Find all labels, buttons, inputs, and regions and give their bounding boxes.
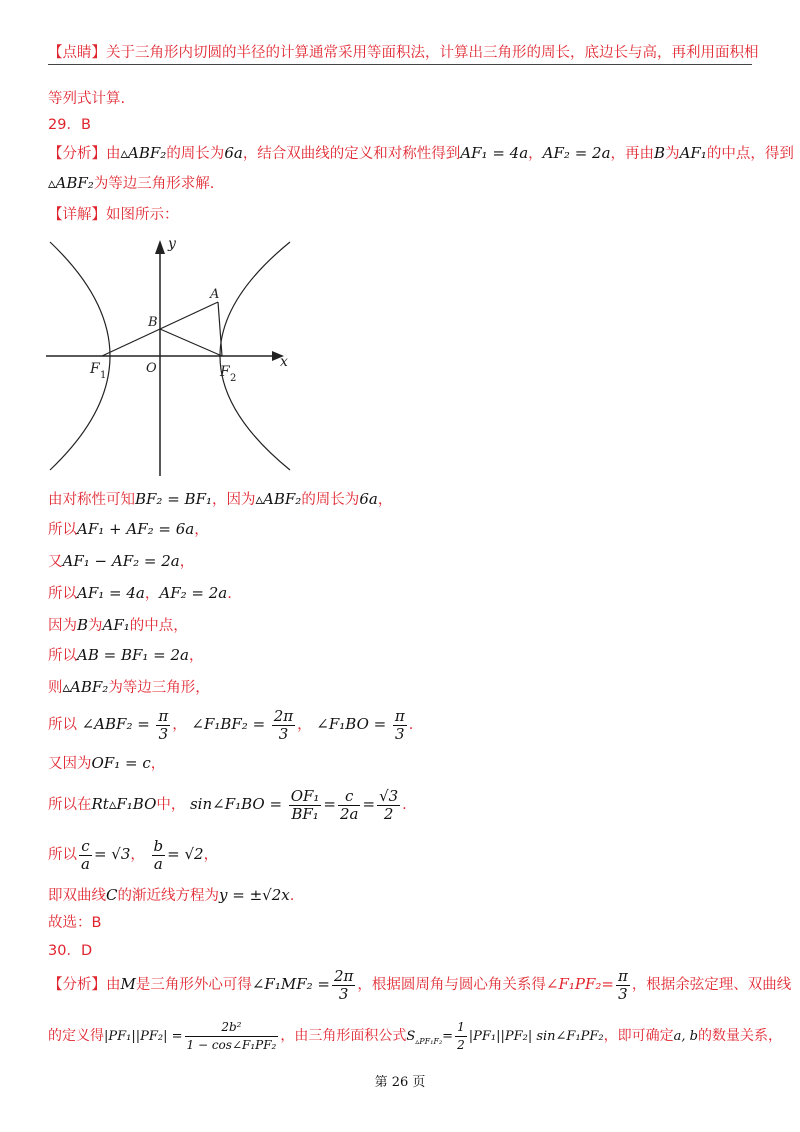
text: 中， bbox=[156, 797, 186, 813]
analysis-tag: 【分析】 bbox=[48, 977, 106, 993]
math: y = ±√2x bbox=[218, 886, 290, 904]
math: 6a bbox=[359, 490, 378, 508]
fraction bbox=[185, 1019, 279, 1054]
text: ， bbox=[297, 717, 312, 733]
denominator: a bbox=[153, 854, 163, 873]
fraction bbox=[79, 838, 92, 873]
fraction bbox=[455, 1019, 467, 1054]
denominator: 1 − cos∠F₁PF₂ bbox=[186, 1037, 277, 1052]
math: 6a bbox=[224, 144, 243, 162]
step-6 bbox=[48, 644, 204, 667]
text: ， bbox=[189, 648, 204, 664]
label-y: y bbox=[168, 236, 176, 252]
math: AF₂ = 2a bbox=[542, 144, 611, 162]
numerator: 1 bbox=[455, 1019, 467, 1037]
text: ， bbox=[377, 492, 393, 508]
text: ，即可确定 bbox=[603, 1028, 674, 1044]
denominator: 3 bbox=[278, 724, 289, 743]
math: ∠F₁MF₂ = bbox=[251, 975, 330, 993]
math: AF₁ bbox=[102, 616, 130, 634]
numerator: 2π bbox=[273, 706, 294, 725]
text: ， bbox=[130, 847, 145, 863]
text: 又因为 bbox=[48, 756, 92, 772]
math: ∠F₁BF₂ = bbox=[191, 715, 266, 733]
q29-analysis-line1 bbox=[48, 142, 794, 165]
text: 所以 bbox=[48, 847, 77, 863]
text: ，因为 bbox=[212, 492, 256, 508]
text: 的中点， bbox=[129, 618, 188, 634]
label-F2-sub: 2 bbox=[230, 373, 237, 384]
math: = √2 bbox=[167, 845, 204, 863]
fraction bbox=[332, 968, 355, 1003]
denominator: 3 bbox=[338, 984, 349, 1003]
math: C bbox=[106, 886, 118, 904]
label-x: x bbox=[280, 354, 288, 370]
text: ，由三角形面积公式 bbox=[280, 1028, 407, 1044]
sin-line bbox=[48, 786, 407, 823]
note-line-1: 【点睛】关于三角形内切圆的半径的计算通常采用等面积法，计算出三角形的周长，底边长与高，再利用面积相 bbox=[48, 45, 759, 61]
math: B bbox=[77, 616, 89, 634]
ratio-line bbox=[48, 836, 218, 873]
label-F2: F bbox=[220, 364, 230, 380]
math: AF₁ = 4a bbox=[460, 144, 529, 162]
text: . bbox=[289, 888, 295, 904]
denominator: 2 bbox=[457, 1037, 465, 1052]
denominator: a bbox=[81, 854, 90, 873]
angles-line bbox=[48, 706, 413, 743]
math: |PF₁||PF₂| = bbox=[104, 1029, 183, 1044]
text: 为等边三角形， bbox=[108, 680, 210, 696]
step-1 bbox=[48, 488, 392, 511]
numerator: π bbox=[617, 966, 628, 985]
fraction bbox=[393, 708, 407, 743]
text: ， bbox=[528, 146, 543, 162]
math: M bbox=[120, 975, 136, 993]
numerator: 2π bbox=[333, 966, 354, 985]
step-3 bbox=[48, 550, 194, 573]
text: 为等边三角形求解. bbox=[93, 176, 215, 192]
numerator: √3 bbox=[379, 786, 399, 805]
text: 则 bbox=[48, 680, 63, 696]
math: AF₁ + AF₂ = 6a bbox=[77, 520, 195, 538]
text: . bbox=[408, 717, 414, 733]
of1-line bbox=[48, 752, 165, 775]
math: OF₁ = c bbox=[91, 754, 151, 772]
math: AF₂ = 2a bbox=[159, 584, 228, 602]
step-2 bbox=[48, 518, 209, 541]
text: 的周长为 bbox=[166, 146, 225, 162]
math: AF₁ − AF₂ = 2a bbox=[62, 552, 180, 570]
text: 所以 bbox=[48, 586, 77, 602]
text: 为 bbox=[88, 618, 103, 634]
step-5 bbox=[48, 614, 188, 637]
text: 为 bbox=[665, 146, 680, 162]
label-F1-sub: 1 bbox=[100, 370, 107, 381]
fraction bbox=[377, 788, 400, 823]
math: ▵ABF₂ bbox=[120, 144, 167, 162]
text: 所以 bbox=[48, 717, 77, 733]
numerator: π bbox=[158, 706, 169, 725]
divider bbox=[48, 64, 752, 65]
text: 因为 bbox=[48, 618, 77, 634]
text: ， bbox=[172, 717, 187, 733]
fraction bbox=[152, 838, 166, 873]
text: ，根据圆周角与圆心角关系得 bbox=[357, 977, 546, 993]
numerator: OF₁ bbox=[290, 786, 320, 805]
text: ， bbox=[194, 522, 209, 538]
text: 所以 bbox=[48, 522, 77, 538]
text: 又 bbox=[48, 554, 63, 570]
math: ▵ABF₂ bbox=[255, 490, 302, 508]
label-F1: F bbox=[90, 361, 100, 377]
q29-number: 29．B bbox=[48, 117, 91, 133]
y-axis-arrow-icon bbox=[155, 240, 165, 254]
math: sin∠F₁BO = bbox=[189, 795, 283, 813]
text: ， bbox=[150, 756, 166, 772]
text: 由 bbox=[106, 977, 121, 993]
text: 所以 bbox=[48, 648, 77, 664]
math: ∠F₁PF₂= bbox=[545, 975, 614, 993]
math: a, b bbox=[673, 1029, 698, 1044]
math: B bbox=[654, 144, 666, 162]
text: 的周长为 bbox=[301, 492, 360, 508]
denominator: 3 bbox=[618, 984, 628, 1003]
text: ，再由 bbox=[610, 146, 655, 162]
hyperbola-figure bbox=[40, 232, 300, 480]
text: ，根据余弦定理、双曲线 bbox=[631, 977, 792, 993]
denominator: 2a bbox=[339, 804, 359, 823]
math: BF₂ = BF₁ bbox=[135, 490, 212, 508]
math: |PF₁||PF₂| sin∠F₁PF₂ bbox=[468, 1029, 604, 1044]
text: ， bbox=[203, 847, 219, 863]
math: = bbox=[442, 1029, 454, 1044]
note-line-2: 等列式计算. bbox=[48, 91, 126, 107]
math: AF₁ bbox=[679, 144, 707, 162]
numerator: b bbox=[153, 836, 164, 855]
text: . bbox=[227, 586, 232, 602]
text: ， bbox=[179, 554, 195, 570]
fraction bbox=[272, 708, 295, 743]
fraction bbox=[289, 788, 322, 823]
q30-analysis-line1 bbox=[48, 966, 791, 1003]
q29-analysis-line2 bbox=[48, 172, 214, 195]
analysis-tag: 【分析】 bbox=[48, 146, 106, 162]
text: 的中点，得到 bbox=[706, 146, 794, 162]
text: 的渐近线方程为 bbox=[117, 888, 219, 904]
numerator: c bbox=[79, 838, 92, 856]
q29-answer: 故选：B bbox=[48, 915, 102, 931]
text: ， bbox=[144, 586, 160, 602]
segment-BF2 bbox=[160, 329, 222, 356]
text: 即双曲线 bbox=[48, 888, 106, 904]
step-7 bbox=[48, 676, 210, 699]
q30-analysis-line2 bbox=[48, 1018, 782, 1060]
text: 由 bbox=[106, 146, 121, 162]
text: 是三角形外心可得 bbox=[135, 977, 252, 993]
math: ▵ABF₂ bbox=[48, 174, 94, 192]
numerator: π bbox=[394, 706, 405, 725]
equals: = bbox=[362, 795, 376, 813]
text: 所以在 bbox=[48, 797, 92, 813]
denominator: 2 bbox=[383, 804, 394, 823]
equals: = bbox=[323, 795, 336, 813]
fraction bbox=[338, 788, 361, 823]
label-A: A bbox=[210, 287, 220, 302]
fraction bbox=[616, 968, 630, 1003]
text: 由对称性可知 bbox=[48, 492, 135, 508]
text: ，结合双曲线的定义和对称性得到 bbox=[242, 146, 461, 162]
denominator: 3 bbox=[158, 724, 169, 743]
text: 的数量关系， bbox=[697, 1028, 782, 1044]
denominator: BF₁ bbox=[291, 804, 319, 823]
asymptote-line bbox=[48, 884, 294, 907]
math: = √3 bbox=[93, 845, 131, 863]
page-number: 第 26 页 bbox=[374, 1075, 426, 1090]
math: ▵ABF₂ bbox=[62, 678, 109, 696]
math: ∠F₁BO = bbox=[316, 715, 387, 733]
math: AF₁ = 4a bbox=[77, 584, 145, 602]
fraction bbox=[156, 708, 170, 743]
label-O: O bbox=[146, 361, 157, 376]
math: S bbox=[406, 1029, 416, 1044]
step-4 bbox=[48, 582, 232, 605]
numerator: 2b² bbox=[185, 1019, 279, 1037]
denominator: 3 bbox=[394, 724, 405, 743]
math: ∠ABF₂ = bbox=[81, 715, 150, 733]
math: AB = BF₁ = 2a bbox=[77, 646, 189, 664]
text: . bbox=[402, 797, 407, 813]
q30-number: 30．D bbox=[48, 943, 93, 959]
q29-detail-tag: 【详解】如图所示： bbox=[48, 207, 179, 223]
numerator: c bbox=[338, 788, 361, 806]
math: Rt▵F₁BO bbox=[91, 795, 157, 813]
text: 的定义得 bbox=[48, 1028, 104, 1044]
math-subscript: ▵PF₁F₂ bbox=[415, 1036, 443, 1046]
label-B: B bbox=[148, 315, 158, 330]
